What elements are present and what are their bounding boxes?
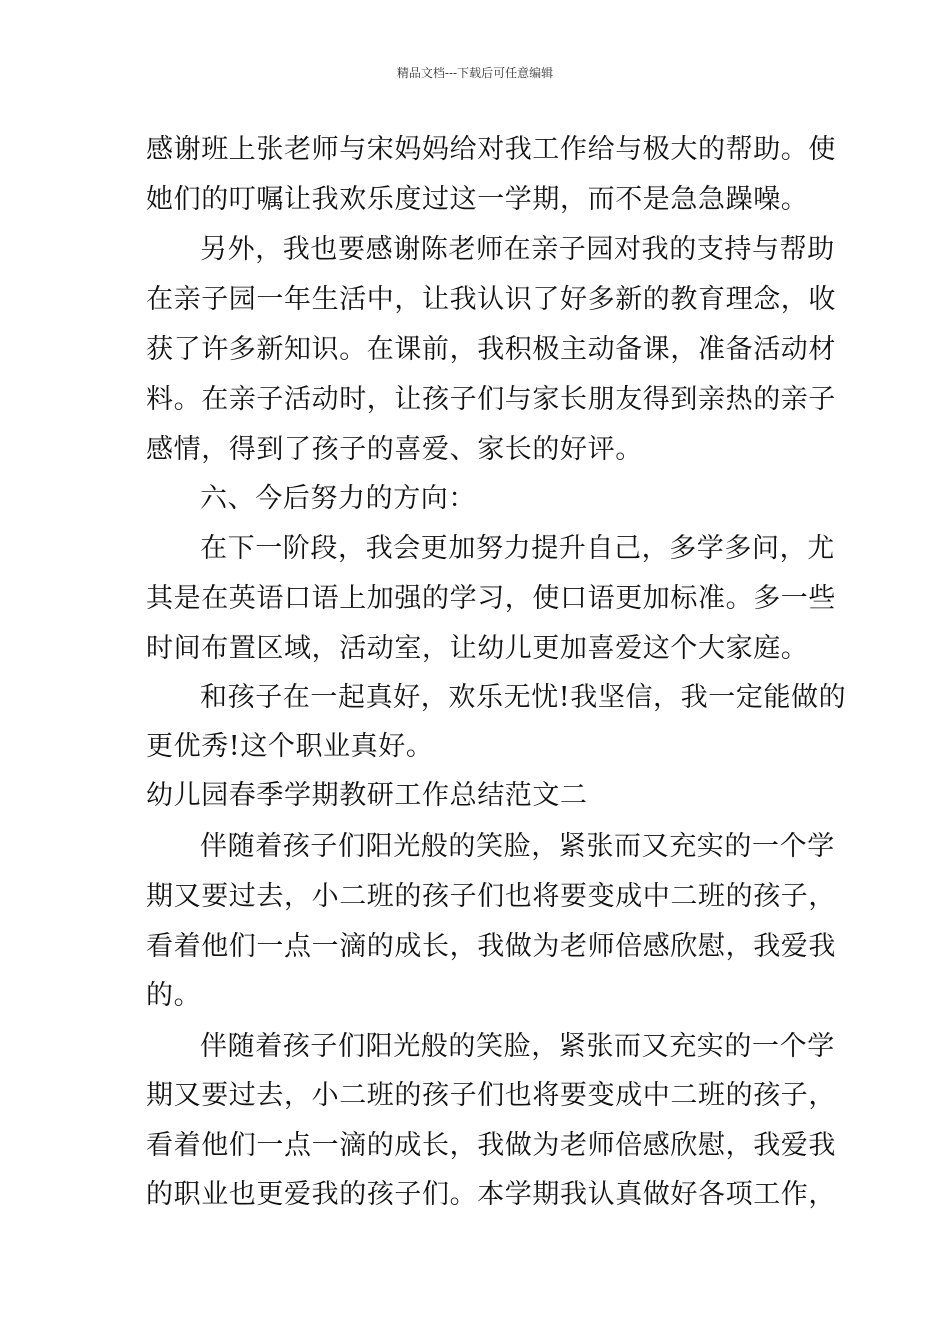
text-line: 感情，得到了孩子的喜爱、家长的好评。 <box>146 434 643 465</box>
text-line: 其是在英语口语上加强的学习，使口语更加标准。多一些 <box>146 583 836 614</box>
text-line: 伴随着孩子们阳光般的笑脸，紧张而又充实的一个学 <box>200 1031 835 1062</box>
text-line: 期又要过去，小二班的孩子们也将要变成中二班的孩子， <box>146 1080 836 1111</box>
text-line: 的。 <box>146 980 202 1011</box>
text-line: 更优秀!这个职业真好。 <box>146 731 434 762</box>
text-line: 看着他们一点一滴的成长，我做为老师倍感欣慰，我爱我 <box>146 931 836 962</box>
text-line: 和孩子在一起真好，欢乐无忧!我坚信，我一定能做的 <box>200 682 847 713</box>
text-line: 看着他们一点一滴的成长，我做为老师倍感欣慰，我爱我 <box>146 1130 836 1161</box>
text-line: 在亲子园一年生活中，让我认识了好多新的教育理念，收 <box>146 284 836 315</box>
text-line: 感谢班上张老师与宋妈妈给对我工作给与极大的帮助。使 <box>146 134 836 165</box>
text-line: 她们的叮嘱让我欢乐度过这一学期，而不是急急躁噪。 <box>146 184 809 215</box>
page-header: 精品文档---下载后可任意编辑 <box>396 66 554 80</box>
text-line: 料。在亲子活动时，让孩子们与家长朋友得到亲热的亲子 <box>146 384 836 415</box>
text-line: 伴随着孩子们阳光般的笑脸，紧张而又充实的一个学 <box>200 831 835 862</box>
text-line: 获了许多新知识。在课前，我积极主动备课，准备活动材 <box>146 334 836 365</box>
article-title: 幼儿园春季学期教研工作总结范文二 <box>146 780 588 811</box>
text-line: 的职业也更爱我的孩子们。本学期我认真做好各项工作， <box>146 1179 836 1210</box>
text-line: 时间布置区域，活动室，让幼儿更加喜爱这个大家庭。 <box>146 633 809 664</box>
text-line: 在下一阶段，我会更加努力提升自己，多学多问，尤 <box>200 533 835 564</box>
text-line: 另外，我也要感谢陈老师在亲子园对我的支持与帮助 <box>200 234 835 265</box>
section-heading: 六、今后努力的方向： <box>200 483 476 514</box>
text-line: 期又要过去，小二班的孩子们也将要变成中二班的孩子， <box>146 881 836 912</box>
